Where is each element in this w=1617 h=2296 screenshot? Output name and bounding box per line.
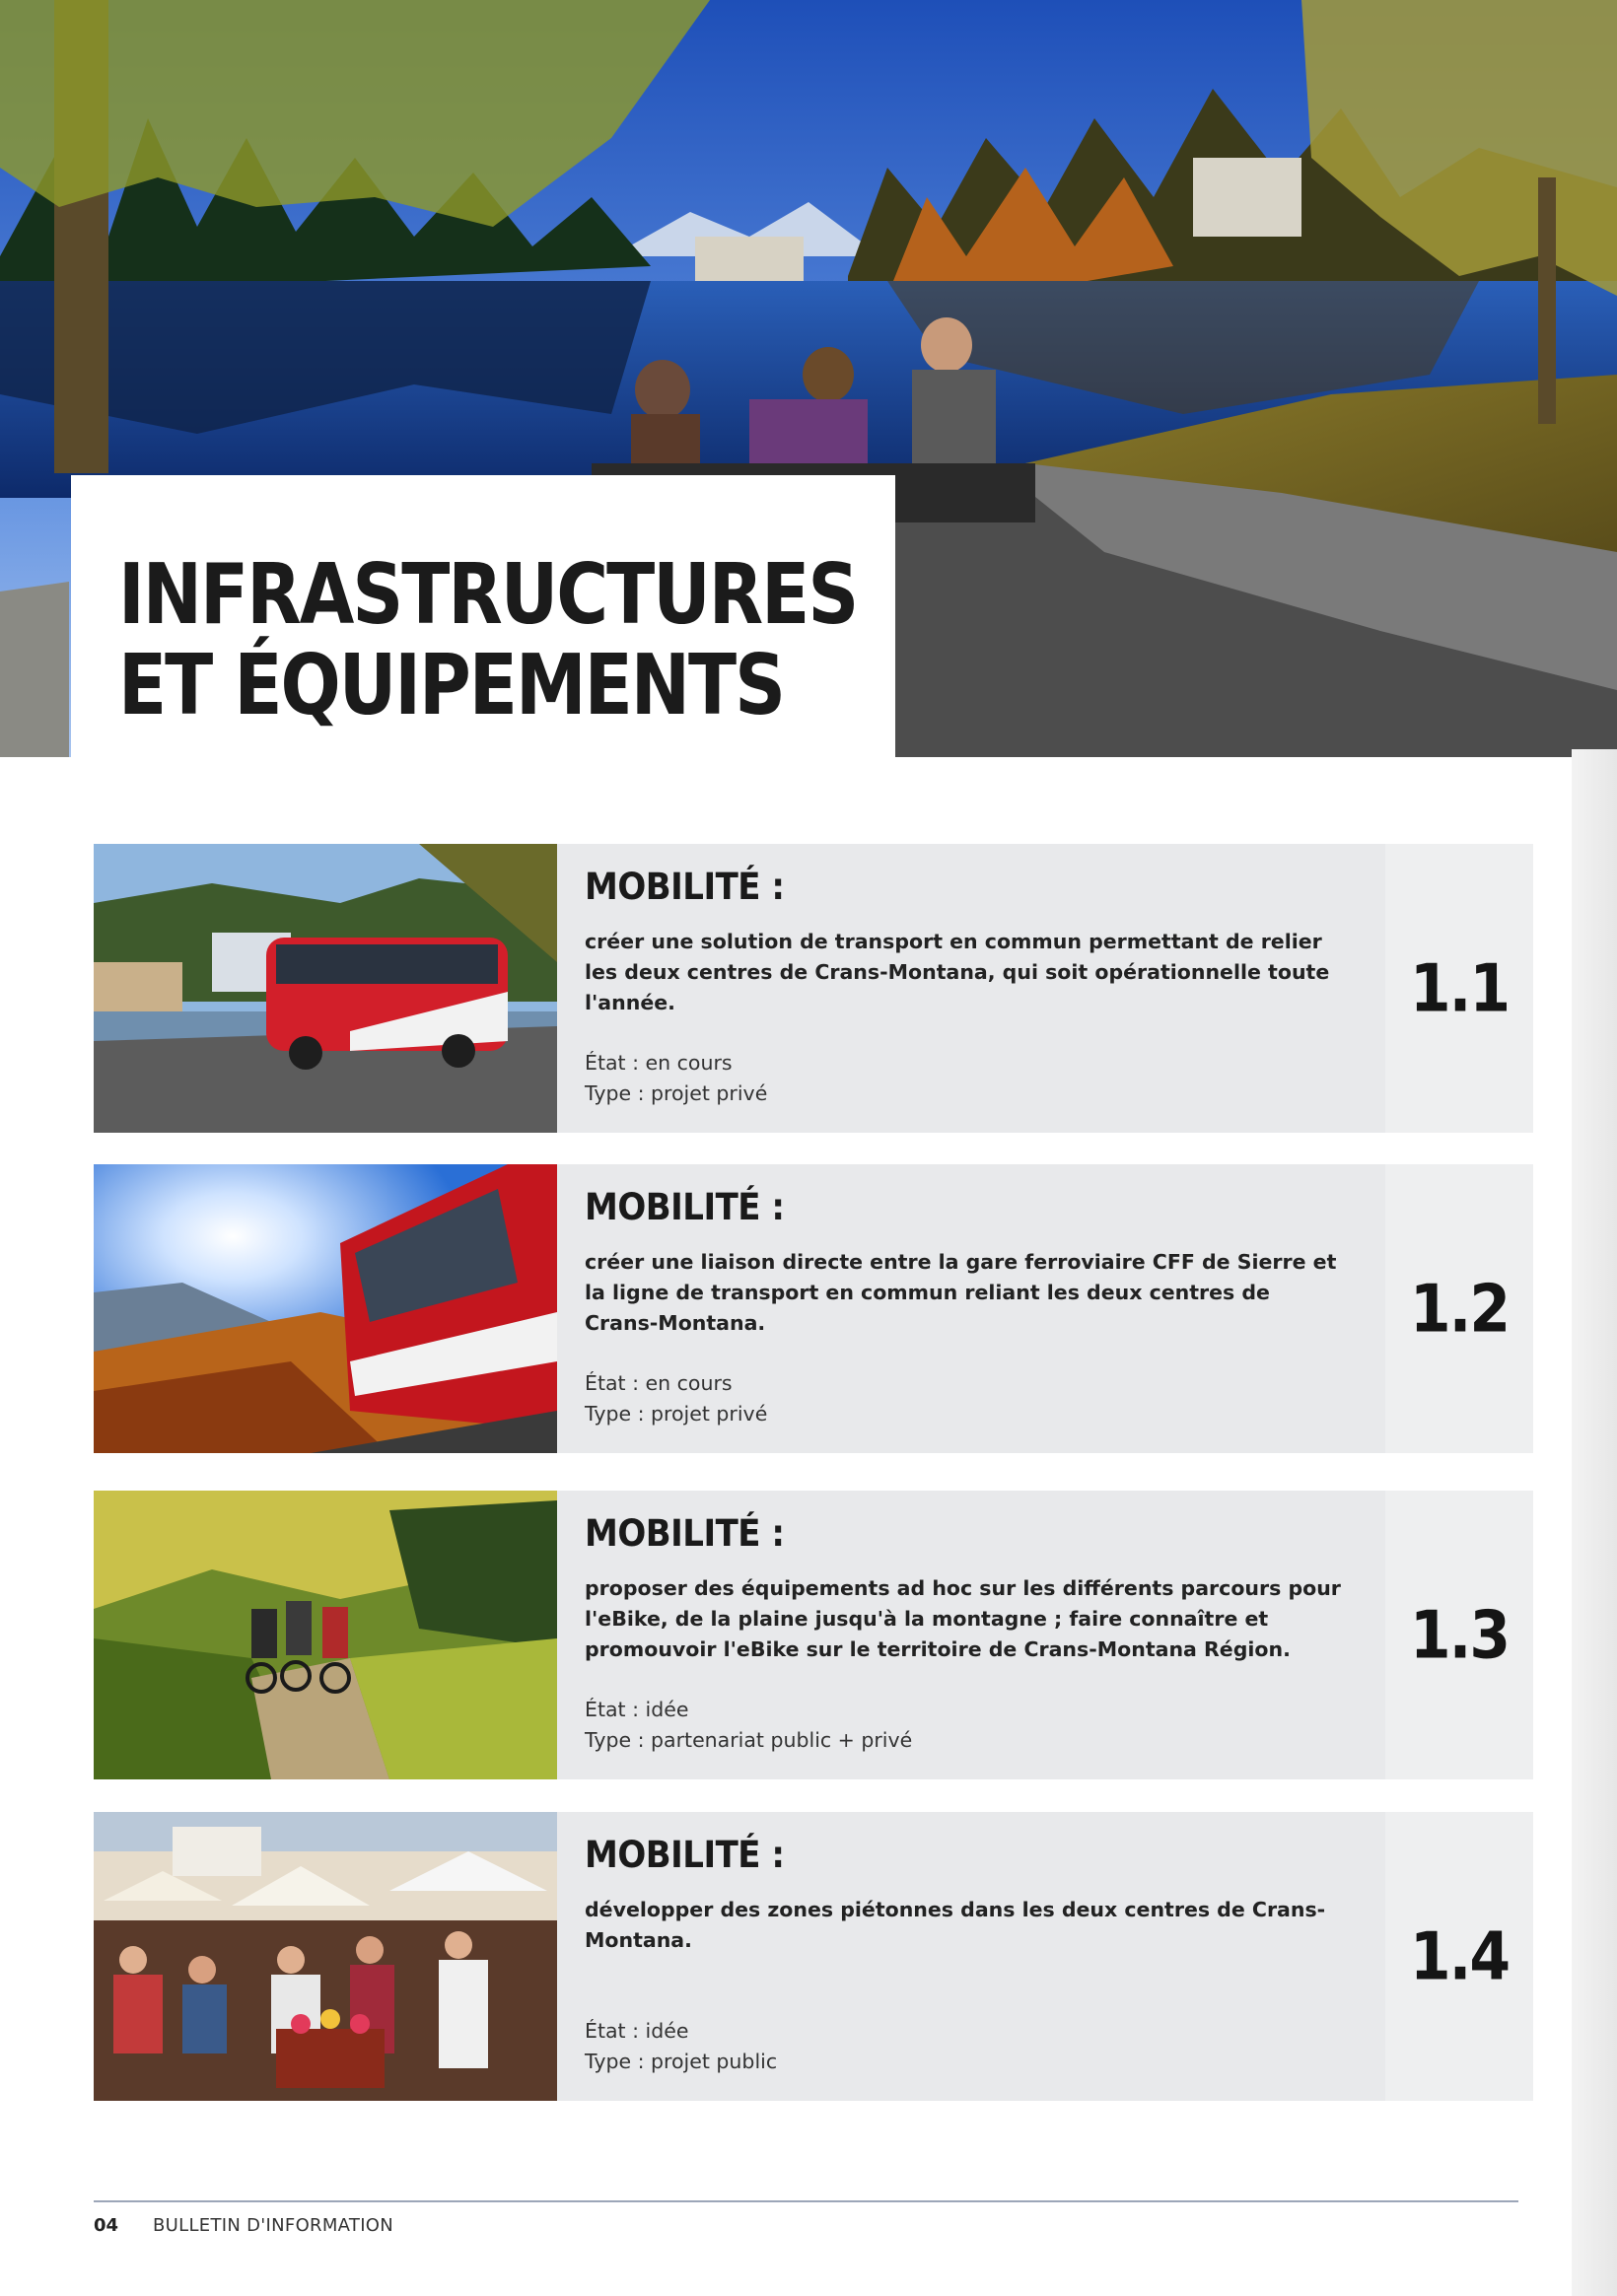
- item-panel: [557, 1491, 1447, 1779]
- footer-rule: [94, 2200, 1518, 2202]
- footer-publication-title: BULLETIN D'INFORMATION: [153, 2215, 394, 2236]
- pedestrian-zone-photo: [94, 1812, 557, 2101]
- item-panel: [557, 1812, 1447, 2101]
- item-panel: [557, 844, 1447, 1133]
- item-type: Type : projet public: [585, 2050, 778, 2073]
- item-description: créer une solution de transport en commun permettant de relier les deux centres de Crans-Montana, qui soit opérationnelle toute l'année.: [585, 930, 1330, 1014]
- item-meta: [585, 1368, 767, 1429]
- item-number-box: [1385, 1491, 1533, 1779]
- item-1-1: [94, 844, 1510, 1133]
- item-meta: [585, 1048, 767, 1109]
- ebike-photo: [94, 1491, 557, 1779]
- footer-page-number: 04: [94, 2215, 119, 2236]
- item-status: État : idée: [585, 2019, 689, 2043]
- item-1-2: [94, 1164, 1510, 1453]
- item-panel: [557, 1164, 1447, 1453]
- page-title-line-1: INFRASTRUCTURES: [118, 544, 858, 644]
- item-heading: MOBILITÉ :: [585, 1186, 785, 1229]
- item-status: État : idée: [585, 1698, 689, 1721]
- item-meta: [585, 2016, 777, 2077]
- train-photo: [94, 1164, 557, 1453]
- item-number: 1.1: [1409, 949, 1510, 1028]
- page-title-line-2: ET ÉQUIPEMENTS: [118, 635, 785, 734]
- item-heading: MOBILITÉ :: [585, 1512, 785, 1556]
- item-1-3: [94, 1491, 1510, 1779]
- item-number: 1.4: [1409, 1917, 1510, 1996]
- item-description: proposer des équipements ad hoc sur les différents parcours pour l'eBike, de la plaine jusqu'à la montagne ; faire connaître et promouvoir l'eBike sur le territoire de Crans-Montana Région.: [585, 1576, 1341, 1661]
- item-type: Type : partenariat public + privé: [585, 1728, 913, 1752]
- bus-photo: [94, 844, 557, 1133]
- item-heading: MOBILITÉ :: [585, 1834, 785, 1877]
- item-number: 1.2: [1409, 1270, 1510, 1349]
- item-type: Type : projet privé: [585, 1081, 768, 1105]
- item-status: État : en cours: [585, 1051, 733, 1075]
- page-edge: [1572, 749, 1617, 2296]
- item-meta: [585, 1695, 912, 1756]
- item-number-box: [1385, 1164, 1533, 1453]
- item-type: Type : projet privé: [585, 1402, 768, 1426]
- item-number: 1.3: [1409, 1596, 1510, 1675]
- item-description: développer des zones piétonnes dans les deux centres de Crans-Montana.: [585, 1898, 1326, 1952]
- item-status: État : en cours: [585, 1371, 733, 1395]
- item-description: créer une liaison directe entre la gare ferroviaire CFF de Sierre et la ligne de transport en commun reliant les deux centres de Crans-Montana.: [585, 1250, 1337, 1335]
- item-heading: MOBILITÉ :: [585, 866, 785, 909]
- item-1-4: [94, 1812, 1510, 2101]
- item-number-box: [1385, 1812, 1533, 2101]
- item-number-box: [1385, 844, 1533, 1133]
- title-box: [71, 475, 895, 757]
